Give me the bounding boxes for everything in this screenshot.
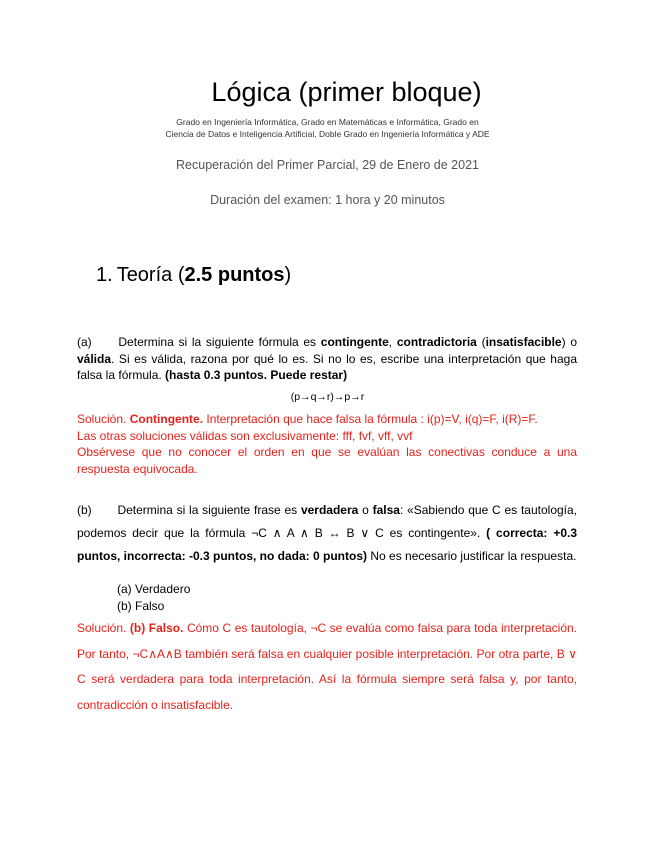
solution-b-answer: (b) Falso. <box>129 621 184 635</box>
question-a-text: ) o <box>561 335 577 349</box>
section-heading <box>96 264 291 287</box>
question-b-options <box>77 581 577 615</box>
solution-label: Solución. <box>77 412 130 426</box>
degree-line-2: Ciencia de Datos e Inteligencia Artificial, Doble Grado en Ingeniería Informática y ADE <box>165 129 490 139</box>
section-points: 2.5 puntos <box>184 264 285 286</box>
question-b-points: ( correcta: +0.3 puntos, incorrecta: -0.3 puntos, no dada: 0 puntos) <box>77 526 578 563</box>
degree-line-1: Grado en Ingeniería Informática, Grado en Matemáticas e Informática, Grado en <box>176 117 479 127</box>
question-b-statement: : «Sabiendo que C es tautología, podemos decir que la fórmula ¬C ∧ A ∧ B ↔ B ∨ C es contingente». <box>77 503 578 540</box>
exam-duration: Duración del examen: 1 hora y 20 minutos <box>210 193 445 207</box>
question-a <box>77 334 577 384</box>
section-title-close: ) <box>284 264 292 286</box>
exam-title: Lógica (primer bloque) <box>211 77 482 107</box>
question-a-text: , <box>388 335 397 349</box>
keyword-falsa: falsa <box>372 503 400 517</box>
question-b <box>77 499 577 568</box>
solution-a-interpretation: Interpretación que hace falsa la fórmula : i(p)=V, i(q)=F, i(R)=F. <box>203 412 538 426</box>
option-falso: (b) Falso <box>117 599 165 613</box>
keyword-valida: válida <box>77 351 112 366</box>
question-b-text: Determina si la siguiente frase es <box>113 503 301 517</box>
question-b-label: (b) <box>77 503 92 517</box>
keyword-insatisfacible: insatisfacible <box>485 335 562 349</box>
exam-session: Recuperación del Primer Parcial, 29 de Enero de 2021 <box>176 158 479 172</box>
solution-a-line-2: Las otras soluciones válidas son exclusivamente: fff, fvf, vff, vvf <box>77 428 413 443</box>
question-a-points: (hasta 0.3 puntos. Puede restar) <box>165 368 348 382</box>
option-verdadero: (a) Verdadero <box>117 582 191 596</box>
solution-a-line-3: Obsérvese que no conocer el orden en que se evalúan las conectivas conduce a una respuesta equivocada. <box>77 445 577 476</box>
section-title: Teoría ( <box>116 264 185 286</box>
solution-a <box>77 411 577 477</box>
keyword-contingente: contingente <box>320 335 389 349</box>
keyword-verdadera: verdadera <box>300 503 359 517</box>
question-b-text: o <box>358 503 373 517</box>
solution-label: Solución. <box>77 621 130 635</box>
solution-b <box>77 616 577 718</box>
question-b-text: No es necesario justificar la respuesta. <box>367 549 577 563</box>
solution-b-explanation: Cómo C es tautología, ¬C se evalúa como falsa para toda interpretación. Por tanto, ¬C∧A∧B también será falsa en cualquier posible interpretación. Por otra parte, B ∨ C será verdadera para toda interpretación. Así la fórmula siempre será falsa y, por tanto, contradicción o insatisfacible. <box>77 621 577 712</box>
solution-a-answer: Contingente. <box>129 412 204 426</box>
solution-a-line-1 <box>77 411 577 428</box>
question-a-formula: (p→q→r)→p→r <box>290 391 365 403</box>
question-a-label: (a) <box>77 335 92 349</box>
question-a-text: ( <box>476 335 486 349</box>
question-a-text: Determina si la siguiente fórmula es <box>113 335 321 349</box>
keyword-contradictoria: contradictoria <box>396 335 477 349</box>
degree-list <box>0 116 655 140</box>
section-number: 1. <box>96 264 113 286</box>
question-a-text: . Si es válida, razona por qué lo es. Si no lo es, escribe una interpretación que haga falsa la fórmula. <box>77 351 577 382</box>
